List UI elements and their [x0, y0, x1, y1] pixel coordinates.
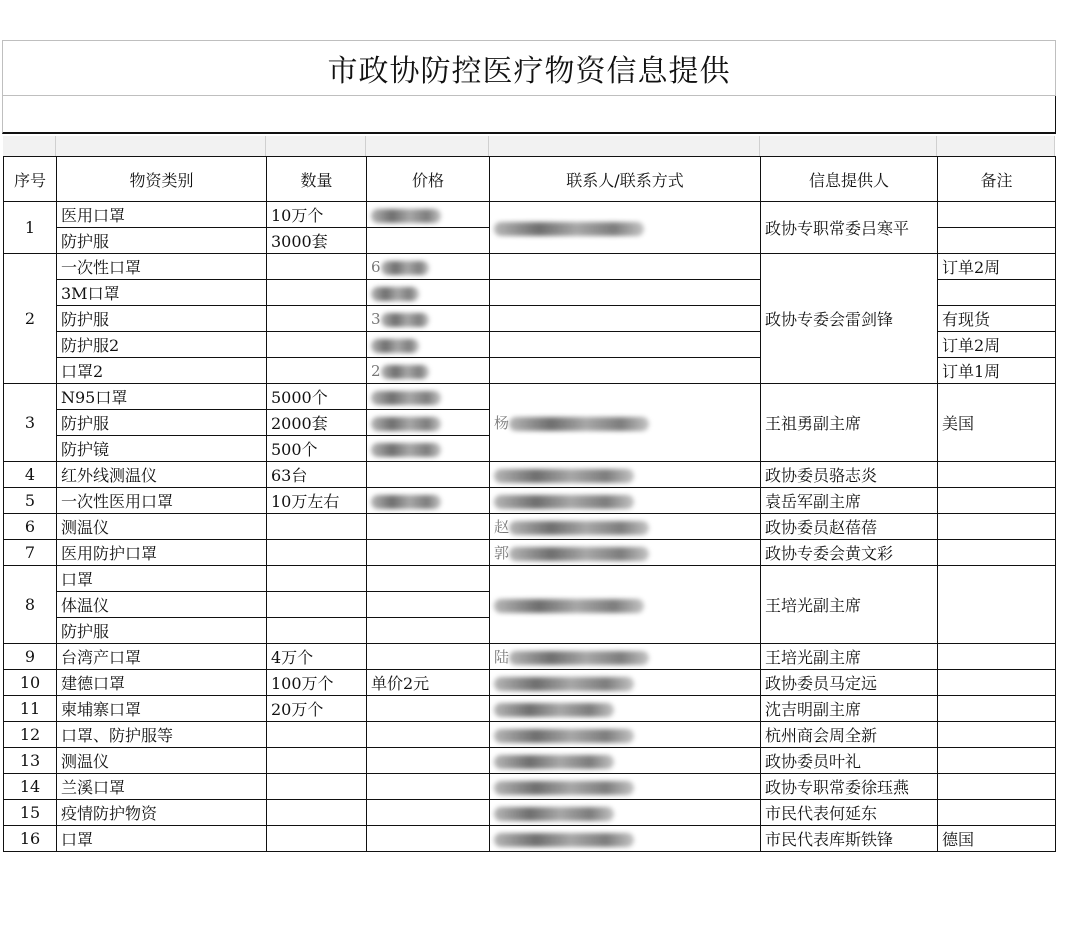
category-cell: 3M口罩 [57, 280, 267, 306]
price-cell [367, 514, 490, 540]
redacted-text [371, 339, 419, 353]
category-cell: 一次性口罩 [57, 254, 267, 280]
redacted-text [494, 781, 634, 795]
note-cell [938, 280, 1056, 306]
quantity-cell [267, 722, 367, 748]
table-row [4, 800, 1056, 826]
contact-cell [490, 306, 761, 332]
quantity-cell: 20万个 [267, 696, 367, 722]
category-cell: 建德口罩 [57, 670, 267, 696]
header-price: 价格 [367, 157, 490, 202]
note-cell [938, 514, 1056, 540]
header-quantity: 数量 [267, 157, 367, 202]
quantity-cell [267, 826, 367, 852]
price-cell [367, 462, 490, 488]
seq-cell: 16 [4, 826, 57, 852]
provider-cell: 政协专职常委吕寒平 [761, 202, 938, 254]
spacer-cell [3, 136, 56, 156]
price-fragment: 3 [371, 310, 381, 328]
contact-cell [490, 488, 761, 514]
contact-cell [490, 644, 761, 670]
page-title: 市政协防控医疗物资信息提供 [2, 40, 1056, 96]
category-cell: 疫情防护物资 [57, 800, 267, 826]
quantity-cell [267, 358, 367, 384]
quantity-cell: 500个 [267, 436, 367, 462]
price-cell [367, 696, 490, 722]
category-cell: 体温仪 [57, 592, 267, 618]
note-cell [938, 202, 1056, 228]
quantity-cell: 10万个 [267, 202, 367, 228]
note-cell [938, 670, 1056, 696]
table-row [4, 514, 1056, 540]
category-cell: 柬埔寨口罩 [57, 696, 267, 722]
provider-cell: 市民代表何延东 [761, 800, 938, 826]
redacted-text [494, 729, 634, 743]
price-cell [367, 618, 490, 644]
provider-cell: 政协专委会黄文彩 [761, 540, 938, 566]
category-cell: 台湾产口罩 [57, 644, 267, 670]
table-row [4, 748, 1056, 774]
provider-cell: 王祖勇副主席 [761, 384, 938, 462]
quantity-cell [267, 566, 367, 592]
header-seq: 序号 [4, 157, 57, 202]
redacted-text [371, 287, 419, 301]
contact-cell [490, 462, 761, 488]
redacted-text [494, 469, 634, 483]
redacted-text [494, 703, 614, 717]
contact-cell [490, 748, 761, 774]
table-row [4, 462, 1056, 488]
category-cell: 防护服 [57, 410, 267, 436]
redacted-text [381, 365, 429, 379]
contact-fragment: 赵 [494, 518, 510, 536]
provider-cell: 袁岳军副主席 [761, 488, 938, 514]
category-cell: 兰溪口罩 [57, 774, 267, 800]
note-cell [938, 462, 1056, 488]
quantity-cell [267, 618, 367, 644]
seq-cell: 9 [4, 644, 57, 670]
provider-cell: 沈吉明副主席 [761, 696, 938, 722]
note-cell [938, 228, 1056, 254]
category-cell: 口罩、防护服等 [57, 722, 267, 748]
redacted-text [381, 313, 429, 327]
category-cell: 防护服 [57, 618, 267, 644]
price-cell: 单价2元 [367, 670, 490, 696]
price-cell [367, 592, 490, 618]
price-cell [367, 748, 490, 774]
category-cell: 测温仪 [57, 748, 267, 774]
contact-fragment: 陆 [494, 648, 510, 666]
quantity-cell [267, 540, 367, 566]
quantity-cell [267, 800, 367, 826]
contact-cell [490, 254, 761, 280]
header-row [4, 157, 1056, 202]
spacer-cell [366, 136, 489, 156]
redacted-text [509, 521, 649, 535]
table-row [4, 202, 1056, 228]
note-cell: 美国 [938, 384, 1056, 462]
table-row [4, 774, 1056, 800]
provider-cell: 政协委员叶礼 [761, 748, 938, 774]
price-cell [367, 306, 490, 332]
provider-cell: 王培光副主席 [761, 644, 938, 670]
price-cell [367, 800, 490, 826]
seq-cell: 11 [4, 696, 57, 722]
spacer-cell [937, 136, 1055, 156]
quantity-cell [267, 332, 367, 358]
quantity-cell [267, 306, 367, 332]
note-cell [938, 540, 1056, 566]
category-cell: 口罩 [57, 826, 267, 852]
seq-cell: 7 [4, 540, 57, 566]
table-row [4, 826, 1056, 852]
redacted-text [371, 391, 441, 405]
spacer-cell [266, 136, 366, 156]
price-cell [367, 280, 490, 306]
header-provider: 信息提供人 [761, 157, 938, 202]
blank-row [2, 96, 1056, 134]
redacted-text [494, 677, 634, 691]
quantity-cell [267, 592, 367, 618]
price-cell [367, 722, 490, 748]
table-row [4, 566, 1056, 592]
category-cell: 防护服 [57, 228, 267, 254]
note-cell [938, 696, 1056, 722]
seq-cell: 10 [4, 670, 57, 696]
materials-table [3, 156, 1056, 852]
contact-cell [490, 280, 761, 306]
price-cell [367, 332, 490, 358]
contact-cell [490, 696, 761, 722]
quantity-cell: 5000个 [267, 384, 367, 410]
contact-cell [490, 800, 761, 826]
provider-cell: 政协委员骆志炎 [761, 462, 938, 488]
price-cell [367, 410, 490, 436]
redacted-text [371, 443, 441, 457]
quantity-cell [267, 748, 367, 774]
note-cell: 订单2周 [938, 332, 1056, 358]
header-contact: 联系人/联系方式 [490, 157, 761, 202]
contact-cell [490, 566, 761, 644]
provider-cell: 杭州商会周全新 [761, 722, 938, 748]
redacted-text [494, 755, 614, 769]
contact-cell [490, 670, 761, 696]
note-cell [938, 488, 1056, 514]
seq-cell: 5 [4, 488, 57, 514]
price-cell [367, 384, 490, 410]
contact-cell [490, 514, 761, 540]
price-cell [367, 540, 490, 566]
price-cell [367, 566, 490, 592]
provider-cell: 政协委员马定远 [761, 670, 938, 696]
provider-cell: 政协专职常委徐珏燕 [761, 774, 938, 800]
price-cell [367, 644, 490, 670]
table-row [4, 670, 1056, 696]
quantity-cell: 10万左右 [267, 488, 367, 514]
spacer-cell [56, 136, 266, 156]
redacted-text [494, 833, 634, 847]
seq-cell: 14 [4, 774, 57, 800]
price-cell [367, 358, 490, 384]
contact-cell [490, 332, 761, 358]
spacer-cell [489, 136, 760, 156]
redacted-text [371, 417, 441, 431]
redacted-text [494, 599, 644, 613]
redacted-text [371, 209, 441, 223]
note-cell [938, 748, 1056, 774]
category-cell: 防护服2 [57, 332, 267, 358]
provider-cell: 政协委员赵蓓蓓 [761, 514, 938, 540]
contact-cell [490, 826, 761, 852]
contact-cell [490, 384, 761, 462]
seq-cell: 15 [4, 800, 57, 826]
contact-cell [490, 202, 761, 254]
category-cell: 医用防护口罩 [57, 540, 267, 566]
note-cell [938, 644, 1056, 670]
table-row [4, 384, 1056, 410]
quantity-cell [267, 254, 367, 280]
price-cell [367, 488, 490, 514]
category-cell: 医用口罩 [57, 202, 267, 228]
note-cell: 有现货 [938, 306, 1056, 332]
seq-cell: 2 [4, 254, 57, 384]
seq-cell: 8 [4, 566, 57, 644]
category-cell: 防护服 [57, 306, 267, 332]
table-row [4, 540, 1056, 566]
redacted-text [371, 495, 441, 509]
note-cell [938, 566, 1056, 644]
redacted-text [494, 222, 644, 236]
category-cell: 红外线测温仪 [57, 462, 267, 488]
note-cell: 订单1周 [938, 358, 1056, 384]
category-cell: N95口罩 [57, 384, 267, 410]
table-row [4, 644, 1056, 670]
seq-cell: 3 [4, 384, 57, 462]
quantity-cell [267, 280, 367, 306]
category-cell: 一次性医用口罩 [57, 488, 267, 514]
quantity-cell: 100万个 [267, 670, 367, 696]
table-row [4, 254, 1056, 280]
provider-cell: 市民代表库斯铁锋 [761, 826, 938, 852]
redacted-text [494, 495, 634, 509]
note-cell [938, 774, 1056, 800]
contact-cell [490, 358, 761, 384]
redacted-text [509, 417, 649, 431]
quantity-cell: 63台 [267, 462, 367, 488]
redacted-text [494, 807, 614, 821]
provider-cell: 王培光副主席 [761, 566, 938, 644]
note-cell [938, 800, 1056, 826]
quantity-cell: 2000套 [267, 410, 367, 436]
price-cell [367, 774, 490, 800]
table-row [4, 722, 1056, 748]
category-cell: 口罩 [57, 566, 267, 592]
quantity-cell [267, 774, 367, 800]
category-cell: 测温仪 [57, 514, 267, 540]
quantity-cell: 3000套 [267, 228, 367, 254]
quantity-cell [267, 514, 367, 540]
contact-cell [490, 540, 761, 566]
note-cell [938, 722, 1056, 748]
redacted-text [381, 261, 429, 275]
price-cell [367, 436, 490, 462]
price-fragment: 6 [371, 258, 381, 276]
seq-cell: 12 [4, 722, 57, 748]
redacted-text [509, 651, 649, 665]
spacer-cell [760, 136, 937, 156]
contact-cell [490, 722, 761, 748]
contact-fragment: 杨 [494, 414, 510, 432]
contact-fragment: 郭 [494, 544, 510, 562]
quantity-cell: 4万个 [267, 644, 367, 670]
redacted-text [509, 547, 649, 561]
seq-cell: 1 [4, 202, 57, 254]
price-cell [367, 254, 490, 280]
category-cell: 口罩2 [57, 358, 267, 384]
header-category: 物资类别 [57, 157, 267, 202]
price-cell [367, 228, 490, 254]
price-cell [367, 202, 490, 228]
seq-cell: 6 [4, 514, 57, 540]
note-cell: 订单2周 [938, 254, 1056, 280]
contact-cell [490, 774, 761, 800]
category-cell: 防护镜 [57, 436, 267, 462]
seq-cell: 13 [4, 748, 57, 774]
table-row [4, 696, 1056, 722]
table-row [4, 488, 1056, 514]
price-fragment: 2 [371, 362, 381, 380]
header-note: 备注 [938, 157, 1056, 202]
provider-cell: 政协专委会雷剑锋 [761, 254, 938, 384]
seq-cell: 4 [4, 462, 57, 488]
note-cell: 德国 [938, 826, 1056, 852]
price-cell [367, 826, 490, 852]
